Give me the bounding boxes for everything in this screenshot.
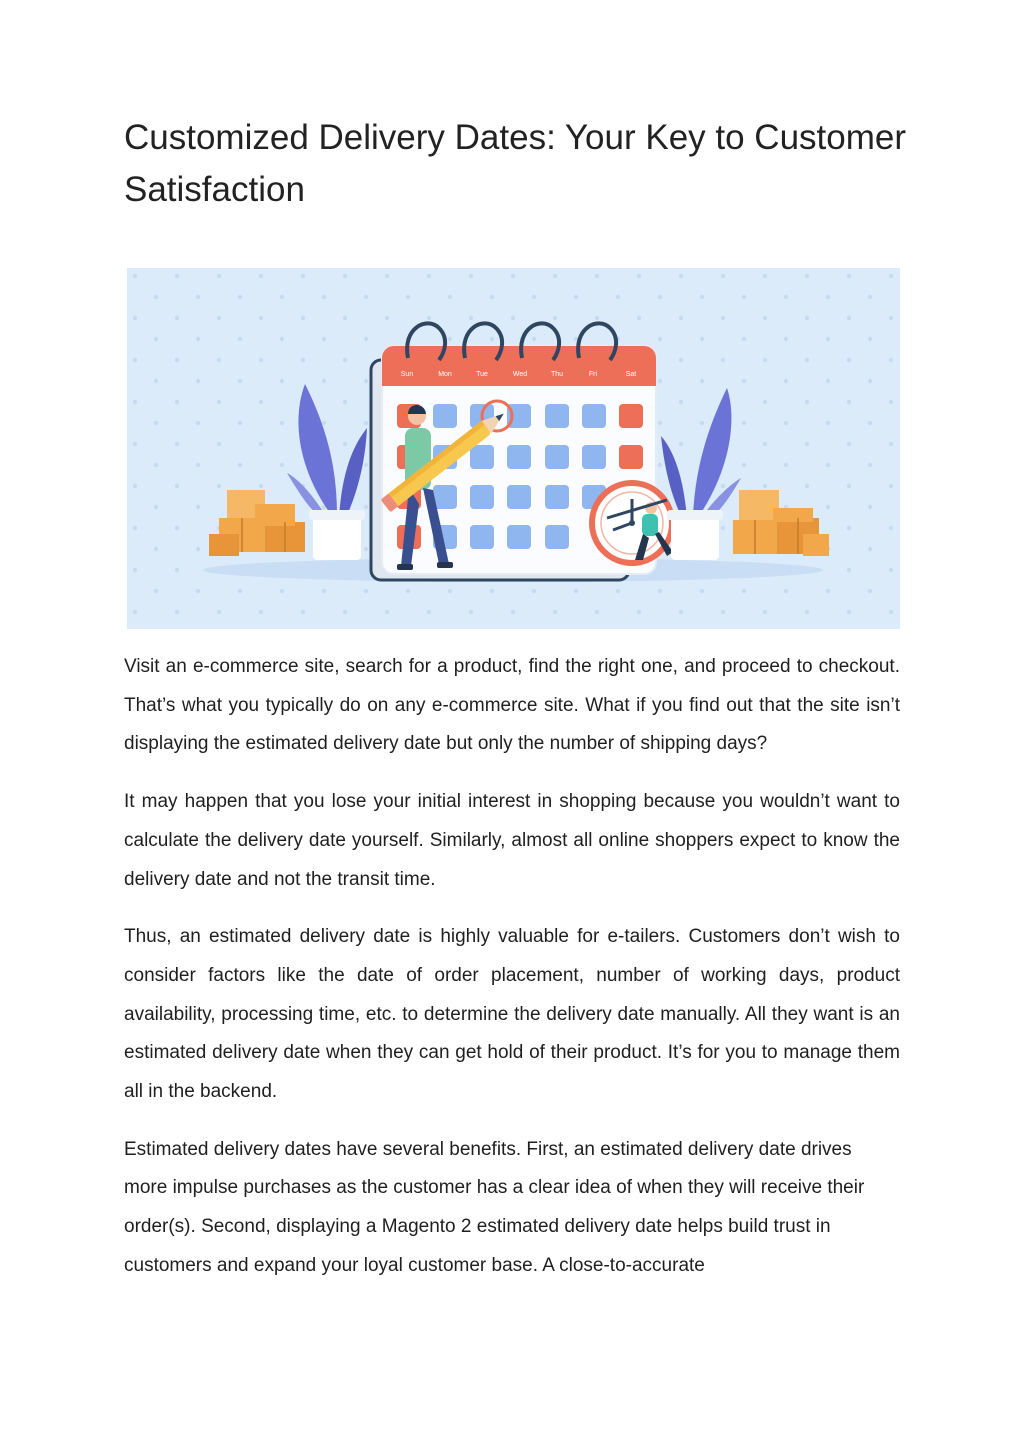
weekday-label: Fri [588,371,598,378]
weekday-label: Sun [400,371,414,378]
clock-icon [592,483,672,563]
weekday-label: Tue [476,371,488,378]
weekday-label: Sat [625,371,637,378]
paragraph-1: Visit an e-commerce site, search for a product, find the right one, and proceed to checkout. That’s what you typically do on any e-commerce site. What if you find out that the site isn’t displaying the estimated delivery date but only the number of shipping days? [124,656,900,755]
calendar-illustration [127,268,900,629]
hero-illustration [127,268,900,629]
paragraph-2: It may happen that you lose your initial interest in shopping because you wouldn’t want to calculate the delivery date yourself. Similarly, almost all online shoppers expect to know the delivery date and not the transit time. [124,791,900,890]
weekday-label: Mon [438,371,452,378]
article-title: Customized Delivery Dates: Your Key to Customer Satisfaction [124,118,906,209]
paragraph-3: Thus, an estimated delivery date is highly valuable for e-tailers. Customers don’t wish to consider factors like the date of order placement, number of working days, product availability, processing time, etc. to determine the delivery date manually. All they want is an estimated delivery date when they can get hold of their product. It’s for you to manage them all in the backend. [124,926,900,1103]
weekday-label: Thu [550,371,564,378]
paragraph-4: Estimated delivery dates have several benefits. First, an estimated delivery date drives more impulse purchases as the customer has a clear idea of when they will receive their order(s). Second, displaying a Magento 2 estimated delivery date helps build trust in customers and expand your loyal customer base. A close-to-accurate [124,1138,865,1276]
weekday-label: Wed [512,371,528,378]
article-body [124,648,900,1305]
